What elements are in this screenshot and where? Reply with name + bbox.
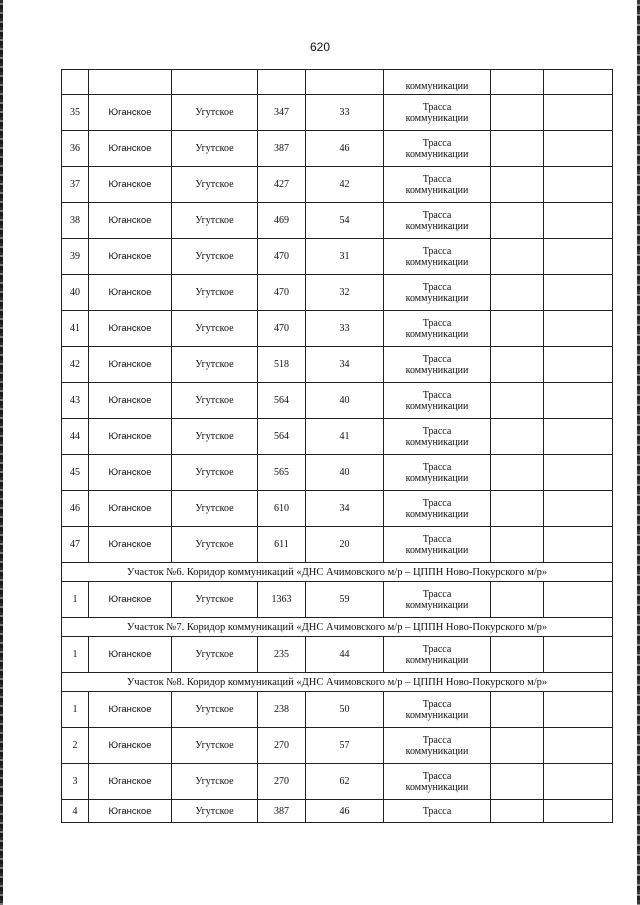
cell-type bbox=[384, 275, 491, 311]
cell-empty bbox=[491, 455, 544, 491]
cell-vyd: 46 bbox=[306, 800, 384, 823]
cell-village: Угутское bbox=[172, 419, 258, 455]
cell-kv: 427 bbox=[258, 167, 306, 203]
cell-num: 41 bbox=[62, 311, 89, 347]
cell-village: Угутское bbox=[172, 637, 258, 673]
cell-kv: 270 bbox=[258, 728, 306, 764]
cell-kv: 611 bbox=[258, 527, 306, 563]
type-line-2: коммуникации bbox=[405, 544, 469, 556]
cell-empty bbox=[491, 800, 544, 823]
cell-empty bbox=[544, 311, 613, 347]
cell-type bbox=[384, 527, 491, 563]
cell-type bbox=[384, 131, 491, 167]
type-line-2: коммуникации bbox=[405, 364, 469, 376]
cell-num: 1 bbox=[62, 692, 89, 728]
cell-kv: 564 bbox=[258, 419, 306, 455]
cell-district: Юганское bbox=[89, 491, 172, 527]
section-header-row bbox=[62, 673, 613, 692]
cell-type bbox=[384, 347, 491, 383]
table-row-continued bbox=[62, 70, 613, 95]
cell-village: Угутское bbox=[172, 239, 258, 275]
cell-vyd: 40 bbox=[306, 383, 384, 419]
cell-kv: 238 bbox=[258, 692, 306, 728]
table-row bbox=[62, 764, 613, 800]
type-line-1: Трасса bbox=[422, 173, 452, 185]
cell-village: Угутское bbox=[172, 131, 258, 167]
cell-village: Угутское bbox=[172, 275, 258, 311]
cell-vyd: 33 bbox=[306, 311, 384, 347]
table-row bbox=[62, 491, 613, 527]
cell-village: Угутское bbox=[172, 764, 258, 800]
cell-district: Юганское bbox=[89, 800, 172, 823]
type-line-1: Трасса bbox=[422, 588, 452, 600]
type-line-1: Трасса bbox=[422, 425, 452, 437]
cell-num: 46 bbox=[62, 491, 89, 527]
cell-empty bbox=[544, 203, 613, 239]
cell-type bbox=[384, 419, 491, 455]
cell-district: Юганское bbox=[89, 527, 172, 563]
cell-district: Юганское bbox=[89, 95, 172, 131]
type-line-2: коммуникации bbox=[405, 220, 469, 232]
type-line-2: коммуникации bbox=[405, 328, 469, 340]
section-header-row bbox=[62, 618, 613, 637]
cell-vyd bbox=[306, 70, 384, 95]
cell-type bbox=[384, 491, 491, 527]
table-body bbox=[62, 70, 613, 823]
cell-empty bbox=[491, 95, 544, 131]
cell-vyd: 20 bbox=[306, 527, 384, 563]
cell-kv: 610 bbox=[258, 491, 306, 527]
cell-empty bbox=[544, 275, 613, 311]
page-number: 620 bbox=[309, 40, 331, 54]
cell-kv: 387 bbox=[258, 131, 306, 167]
cell-empty bbox=[491, 637, 544, 673]
cell-empty bbox=[491, 131, 544, 167]
cell-vyd: 32 bbox=[306, 275, 384, 311]
cell-district: Юганское bbox=[89, 455, 172, 491]
cell-empty bbox=[544, 419, 613, 455]
section-title: Участок №7. Коридор коммуникаций «ДНС Ачимовского м/р – ЦППН Ново-Покурского м/р» bbox=[62, 618, 613, 637]
cell-village: Угутское bbox=[172, 582, 258, 618]
cell-district: Юганское bbox=[89, 275, 172, 311]
cell-empty bbox=[544, 347, 613, 383]
cell-empty bbox=[491, 491, 544, 527]
cell-empty bbox=[491, 311, 544, 347]
type-line-2: коммуникации bbox=[405, 472, 469, 484]
cell-num: 44 bbox=[62, 419, 89, 455]
cell-district bbox=[89, 70, 172, 95]
table-row bbox=[62, 637, 613, 673]
cell-type bbox=[384, 383, 491, 419]
type-line-2: коммуникации bbox=[405, 599, 469, 611]
type-line-1: Трасса bbox=[422, 805, 452, 817]
cell-kv: 470 bbox=[258, 239, 306, 275]
cell-type bbox=[384, 203, 491, 239]
cell-empty bbox=[544, 764, 613, 800]
type-line-1: Трасса bbox=[422, 533, 452, 545]
cell-empty bbox=[491, 203, 544, 239]
type-line-1: Трасса bbox=[422, 389, 452, 401]
cell-empty bbox=[491, 239, 544, 275]
cell-type bbox=[384, 311, 491, 347]
cell-num: 36 bbox=[62, 131, 89, 167]
cell-district: Юганское bbox=[89, 637, 172, 673]
cell-type bbox=[384, 728, 491, 764]
cell-type bbox=[384, 455, 491, 491]
cell-village: Угутское bbox=[172, 311, 258, 347]
cell-vyd: 54 bbox=[306, 203, 384, 239]
type-line-1: Трасса bbox=[422, 317, 452, 329]
cell-empty bbox=[544, 491, 613, 527]
cell-num: 43 bbox=[62, 383, 89, 419]
cell-type: коммуникации bbox=[384, 70, 491, 95]
cell-vyd: 31 bbox=[306, 239, 384, 275]
table-row bbox=[62, 347, 613, 383]
cell-kv: 347 bbox=[258, 95, 306, 131]
cell-empty bbox=[491, 764, 544, 800]
cell-district: Юганское bbox=[89, 239, 172, 275]
cell-vyd: 41 bbox=[306, 419, 384, 455]
table-row bbox=[62, 203, 613, 239]
cell-empty bbox=[491, 692, 544, 728]
cell-empty bbox=[491, 582, 544, 618]
cell-empty bbox=[544, 637, 613, 673]
cell-type bbox=[384, 239, 491, 275]
table-row bbox=[62, 728, 613, 764]
cell-empty bbox=[491, 419, 544, 455]
type-line-2: коммуникации bbox=[405, 292, 469, 304]
cell-empty bbox=[544, 455, 613, 491]
cell-village: Угутское bbox=[172, 692, 258, 728]
cell-vyd: 44 bbox=[306, 637, 384, 673]
cell-village bbox=[172, 70, 258, 95]
table-row bbox=[62, 692, 613, 728]
table-row bbox=[62, 167, 613, 203]
cell-empty bbox=[544, 800, 613, 823]
cell-kv: 518 bbox=[258, 347, 306, 383]
cell-kv: 564 bbox=[258, 383, 306, 419]
cell-kv: 469 bbox=[258, 203, 306, 239]
type-line-2: коммуникации bbox=[405, 745, 469, 757]
cell-village: Угутское bbox=[172, 800, 258, 823]
type-line-1: Трасса bbox=[422, 101, 452, 113]
cell-num: 4 bbox=[62, 800, 89, 823]
cell-vyd: 62 bbox=[306, 764, 384, 800]
cell-empty bbox=[544, 527, 613, 563]
cell-district: Юганское bbox=[89, 203, 172, 239]
cell-empty bbox=[491, 383, 544, 419]
cell-kv: 270 bbox=[258, 764, 306, 800]
type-line-2: коммуникации bbox=[405, 184, 469, 196]
cell-vyd: 40 bbox=[306, 455, 384, 491]
cell-type bbox=[384, 764, 491, 800]
cell-num: 42 bbox=[62, 347, 89, 383]
cell-num: 3 bbox=[62, 764, 89, 800]
cell-num: 47 bbox=[62, 527, 89, 563]
cell-district: Юганское bbox=[89, 383, 172, 419]
cell-district: Юганское bbox=[89, 582, 172, 618]
table-row bbox=[62, 95, 613, 131]
type-line-1: Трасса bbox=[422, 209, 452, 221]
cell-num bbox=[62, 70, 89, 95]
cell-kv: 387 bbox=[258, 800, 306, 823]
type-line-1: Трасса bbox=[422, 281, 452, 293]
cell-kv: 470 bbox=[258, 311, 306, 347]
cell-type bbox=[384, 582, 491, 618]
cell-village: Угутское bbox=[172, 167, 258, 203]
type-line-2: коммуникации bbox=[405, 436, 469, 448]
cell-empty bbox=[544, 582, 613, 618]
section-title: Участок №8. Коридор коммуникаций «ДНС Ачимовского м/р – ЦППН Ново-Покурского м/р» bbox=[62, 673, 613, 692]
cell-empty bbox=[544, 167, 613, 203]
cell-type bbox=[384, 692, 491, 728]
cell-num: 38 bbox=[62, 203, 89, 239]
type-line-1: Трасса bbox=[422, 770, 452, 782]
scan-edge-left bbox=[0, 0, 3, 905]
cell-vyd: 34 bbox=[306, 491, 384, 527]
cell-kv bbox=[258, 70, 306, 95]
type-line-1: Трасса bbox=[422, 245, 452, 257]
type-line-2: коммуникации bbox=[405, 400, 469, 412]
cell-type bbox=[384, 637, 491, 673]
cell-district: Юганское bbox=[89, 311, 172, 347]
cell-district: Юганское bbox=[89, 728, 172, 764]
table-row bbox=[62, 455, 613, 491]
cell-empty bbox=[491, 347, 544, 383]
table-row bbox=[62, 275, 613, 311]
type-line-1: Трасса bbox=[422, 734, 452, 746]
cell-kv: 235 bbox=[258, 637, 306, 673]
cell-village: Угутское bbox=[172, 491, 258, 527]
cell-num: 1 bbox=[62, 582, 89, 618]
cell-vyd: 57 bbox=[306, 728, 384, 764]
cell-village: Угутское bbox=[172, 728, 258, 764]
type-line-1: Трасса bbox=[422, 497, 452, 509]
cell-num: 37 bbox=[62, 167, 89, 203]
cell-district: Юганское bbox=[89, 167, 172, 203]
cell-kv: 565 bbox=[258, 455, 306, 491]
cell-empty bbox=[544, 95, 613, 131]
cell-num: 35 bbox=[62, 95, 89, 131]
section-header-row bbox=[62, 563, 613, 582]
cell-type bbox=[384, 95, 491, 131]
cell-vyd: 46 bbox=[306, 131, 384, 167]
cell-kv: 1363 bbox=[258, 582, 306, 618]
cell-empty bbox=[491, 527, 544, 563]
cell-empty bbox=[544, 70, 613, 95]
table-row bbox=[62, 383, 613, 419]
table-row bbox=[62, 131, 613, 167]
cell-num: 45 bbox=[62, 455, 89, 491]
cell-village: Угутское bbox=[172, 203, 258, 239]
cell-kv: 470 bbox=[258, 275, 306, 311]
cell-district: Юганское bbox=[89, 347, 172, 383]
cell-empty bbox=[544, 239, 613, 275]
cell-type bbox=[384, 167, 491, 203]
cell-empty bbox=[544, 692, 613, 728]
cell-empty bbox=[544, 728, 613, 764]
cell-empty bbox=[491, 728, 544, 764]
cell-num: 1 bbox=[62, 637, 89, 673]
table-row bbox=[62, 527, 613, 563]
section-title: Участок №6. Коридор коммуникаций «ДНС Ачимовского м/р – ЦППН Ново-Покурского м/р» bbox=[62, 563, 613, 582]
cell-village: Угутское bbox=[172, 455, 258, 491]
cell-district: Юганское bbox=[89, 419, 172, 455]
type-line-1: Трасса bbox=[422, 137, 452, 149]
cell-num: 2 bbox=[62, 728, 89, 764]
cell-district: Юганское bbox=[89, 131, 172, 167]
cell-village: Угутское bbox=[172, 95, 258, 131]
type-line-2: коммуникации bbox=[405, 709, 469, 721]
table-row bbox=[62, 239, 613, 275]
cell-district: Юганское bbox=[89, 692, 172, 728]
type-line-1: Трасса bbox=[422, 698, 452, 710]
type-line-2: коммуникации bbox=[405, 112, 469, 124]
table-row bbox=[62, 311, 613, 347]
cell-empty bbox=[491, 275, 544, 311]
type-line-2: коммуникации bbox=[405, 781, 469, 793]
cell-type bbox=[384, 800, 491, 823]
type-line-1: Трасса bbox=[422, 353, 452, 365]
type-line-2: коммуникации bbox=[405, 654, 469, 666]
table-row bbox=[62, 800, 613, 823]
type-line-2: коммуникации bbox=[405, 256, 469, 268]
cell-village: Угутское bbox=[172, 527, 258, 563]
cell-district: Юганское bbox=[89, 764, 172, 800]
cell-vyd: 34 bbox=[306, 347, 384, 383]
type-line-1: Трасса bbox=[422, 643, 452, 655]
cell-empty bbox=[544, 131, 613, 167]
table-row bbox=[62, 582, 613, 618]
type-line-2: коммуникации bbox=[405, 508, 469, 520]
cell-vyd: 59 bbox=[306, 582, 384, 618]
cell-empty bbox=[491, 167, 544, 203]
cell-village: Угутское bbox=[172, 383, 258, 419]
cell-vyd: 50 bbox=[306, 692, 384, 728]
cell-num: 40 bbox=[62, 275, 89, 311]
cell-num: 39 bbox=[62, 239, 89, 275]
cell-vyd: 33 bbox=[306, 95, 384, 131]
cell-empty bbox=[544, 383, 613, 419]
type-line-2: коммуникации bbox=[405, 148, 469, 160]
cell-village: Угутское bbox=[172, 347, 258, 383]
table-row bbox=[62, 419, 613, 455]
cell-empty bbox=[491, 70, 544, 95]
forest-plots-table bbox=[61, 69, 613, 823]
type-line-1: Трасса bbox=[422, 461, 452, 473]
cell-vyd: 42 bbox=[306, 167, 384, 203]
